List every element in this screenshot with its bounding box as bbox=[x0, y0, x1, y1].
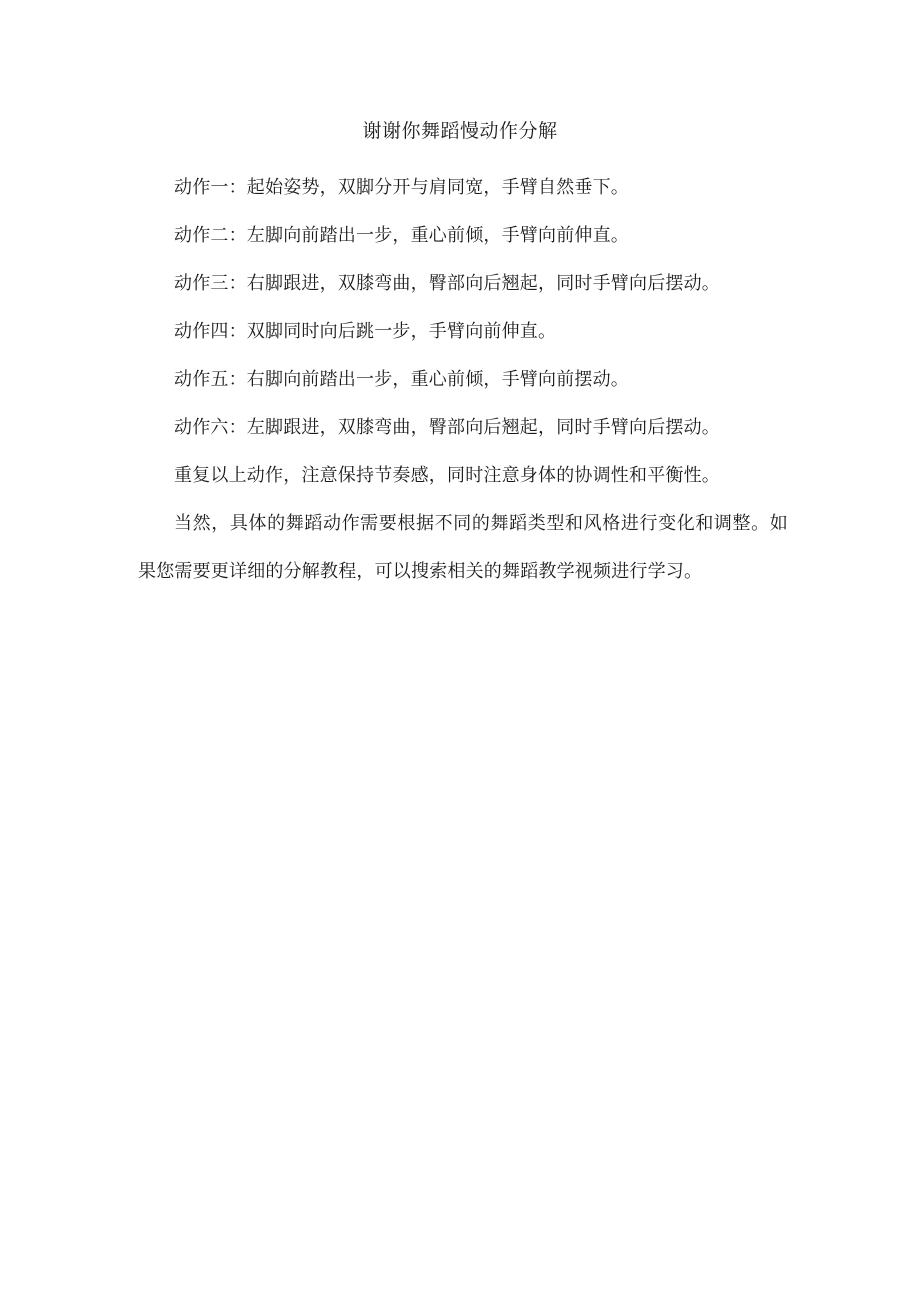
paragraph-step-3: 动作三：右脚跟进，双膝弯曲，臀部向后翘起，同时手臂向后摆动。 bbox=[174, 273, 720, 294]
paragraph-repeat-note: 重复以上动作，注意保持节奏感，同时注意身体的协调性和平衡性。 bbox=[174, 465, 720, 486]
paragraph-step-5: 动作五：右脚向前踏出一步，重心前倾，手臂向前摆动。 bbox=[174, 369, 629, 390]
document-title: 谢谢你舞蹈慢动作分解 bbox=[362, 120, 558, 142]
paragraph-step-2: 动作二：左脚向前踏出一步，重心前倾，手臂向前伸直。 bbox=[174, 225, 629, 246]
document-body bbox=[138, 164, 788, 596]
paragraph-step-6: 动作六：左脚跟进，双膝弯曲，臀部向后翘起，同时手臂向后摆动。 bbox=[174, 417, 720, 438]
paragraph-closing-note: 当然，具体的舞蹈动作需要根据不同的舞蹈类型和风格进行变化和调整。如果您需要更详细的分解教程，可以搜索相关的舞蹈教学视频进行学习。 bbox=[138, 513, 788, 582]
paragraph-step-4: 动作四：双脚同时向后跳一步，手臂向前伸直。 bbox=[174, 321, 557, 342]
paragraph-step-1: 动作一：起始姿势，双脚分开与肩同宽，手臂自然垂下。 bbox=[174, 177, 629, 198]
